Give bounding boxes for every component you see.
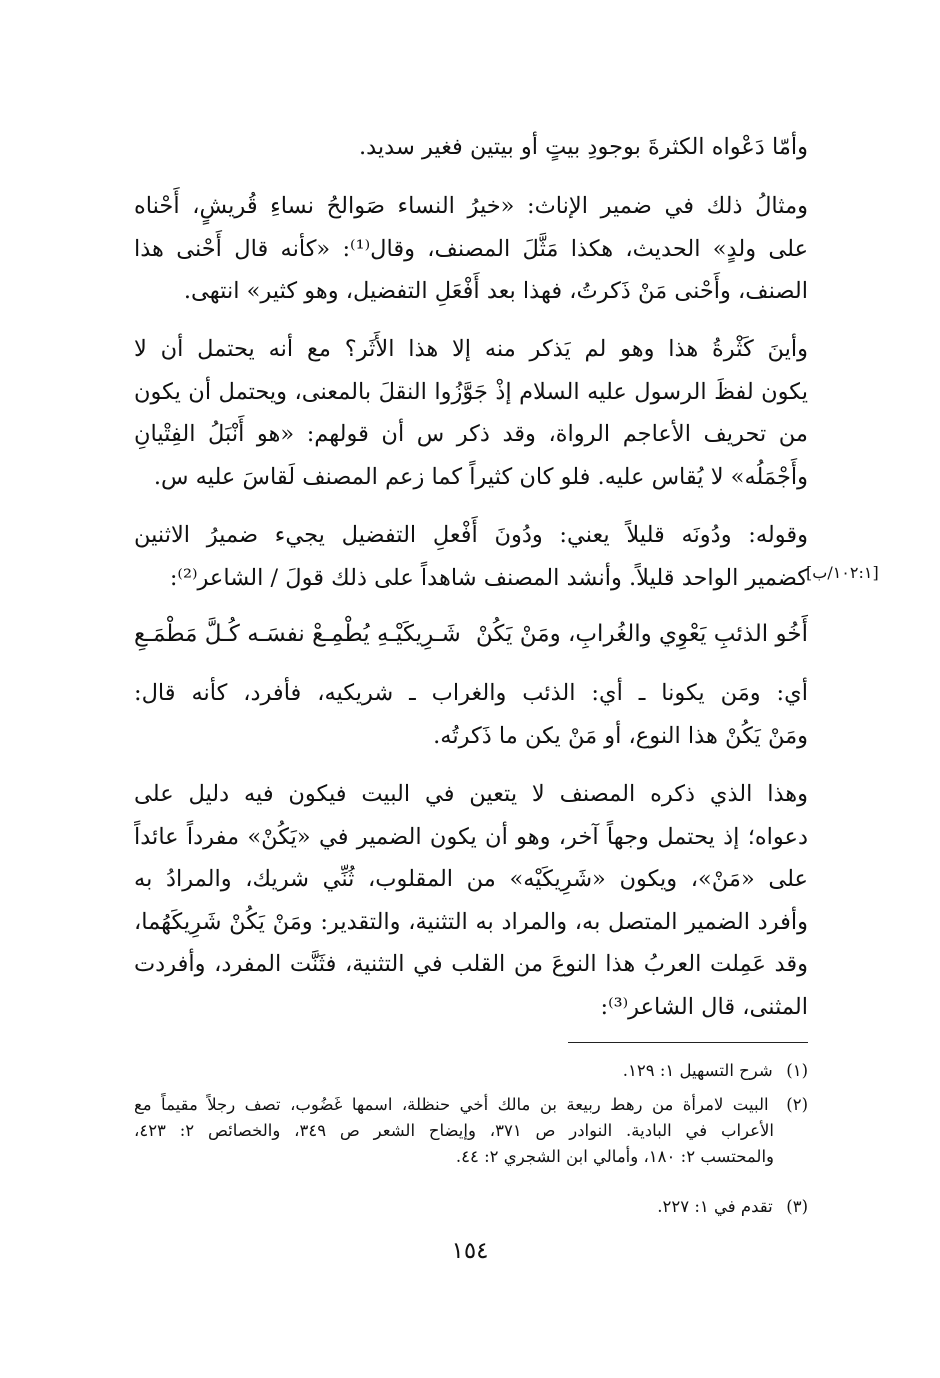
text-line: أي: ومَن يكونا ـ أي: الذئب والغراب ـ شريكيه، فأفرد، كأنه قال: (134, 680, 808, 706)
poetry-verse (134, 612, 808, 656)
text-line: دعواه؛ إذ يحتمل وجهاً آخر، وهو أن يكون الضمير في «يَكُنْ» مفرداً عائداً (134, 823, 808, 850)
verse-explanation (134, 672, 808, 757)
footnote-text-continued: والمحتسب ٢: ١٨٠، وأمالي ابن الشجري ٢: ٤٤. (455, 1147, 774, 1166)
footnote-text: تقدم في ١: ٢٢٧. (657, 1197, 773, 1216)
footnote-number: (٣) (786, 1197, 808, 1216)
footnote-1 (134, 1058, 808, 1084)
text-line: وأينَ كَثْرةُ هذا وهو لم يَذكر منه إلا هذا الأَثَر؟ مع أنه يحتمل أن لا (134, 336, 808, 362)
verse-second-hemistich: شَـرِيكَيْـهِ يُطْمِـعْ نفسَـه كُـلَّ مَطْمَـعِ (134, 621, 461, 647)
text-line: على ولدٍ» الحديث، هكذا مَثَّلَ المصنف، وقال⁽¹⁾: «كأنه قال أَحْنى هذا (134, 235, 808, 262)
footnote-text-continued: الأعراب في البادية. النوادر ص ٣٧١، وإيضاح الشعر ص ٣٤٩، والخصائص ٢: ٤٢٣، (134, 1121, 775, 1140)
footnote-3 (134, 1194, 808, 1220)
paragraph-2 (134, 185, 808, 313)
text-line: يكون لفظَ الرسول عليه السلام إذْ جَوَّزُوا النقلَ بالمعنى، ويحتمل أن يكون (134, 378, 808, 405)
footnote-text: شرح التسهيل ١: ١٢٩. (622, 1061, 773, 1080)
paragraph-1 (134, 126, 808, 169)
text-line: وأفرد الضمير المتصل به، والمراد به التثنية، والتقدير: ومَنْ يَكُنْ شَرِيكَهُما، (134, 908, 808, 935)
footnote-separator (568, 1042, 808, 1043)
text-line: وأَجْمَلُه» لا يُقاس عليه. فلو كان كثيراً كما زعم المصنف لَقاسَ عليه س. (153, 463, 808, 490)
text-line: وهذا الذي ذكره المصنف لا يتعين في البيت فيكون فيه دليل على (134, 781, 808, 807)
paragraph-4 (134, 514, 808, 599)
footnote-text: البيت لامرأة من رهط ربيعة بن مالك أخي حنظلة، اسمها غَضُوب، تصف رجلاً مقيماً مع (134, 1095, 769, 1114)
text-line: المثنى، قال الشاعر⁽³⁾: (600, 993, 808, 1020)
footnote-2 (134, 1092, 808, 1170)
text-line: ومثالُ ذلك في ضمير الإناث: «خيرُ النساء صَوالحُ نساءِ قُريشٍ، أَحْناه (134, 193, 808, 219)
text-line: وقد عَمِلت العربُ هذا النوعَ من القلب في التثنية، فثَنَّت المفرد، وأفردت (134, 951, 808, 977)
text-line: من تحريف الأعاجم الرواة، وقد ذكر س أن قولهم: «هو أَنْبَلُ الفِتْيانِ (134, 421, 808, 447)
verse-first-hemistich: أَخُو الذئبِ يَعْوِي والغُرابِ، ومَنْ يَكُنْ (475, 621, 808, 647)
text-line: الصنف، وأَحْنى مَنْ ذَكرتُ، فهذا بعد أَفْعَلِ التفضيل، وهو كثير» انتهى. (183, 278, 808, 304)
paragraph-final (134, 773, 808, 1028)
manuscript-folio-reference: [١٠٢:١/ب] (806, 563, 879, 582)
text-line: كضمير الواحد قليلاً. وأنشد المصنف شاهداً على ذلك قولَ / الشاعر⁽²⁾: (169, 564, 808, 591)
text-line: وأمّا دَعْواه الكثرةَ بوجودِ بيتٍ أو بيتين فغير سديد. (358, 134, 808, 160)
footnote-number: (١) (786, 1061, 808, 1080)
text-line: وقوله: ودُونَه قليلاً يعني: ودُونَ أَفْعلِ التفضيل يجيء ضميرُ الاثنين (134, 522, 808, 548)
footnote-number: (٢) (786, 1095, 808, 1114)
paragraph-3 (134, 328, 808, 498)
page-number: ١٥٤ (451, 1238, 489, 1264)
text-line: ومَنْ يَكُنْ هذا النوع، أو مَنْ يكن ما ذَكرتُه. (433, 722, 808, 749)
text-line: على «مَنْ»، ويكون «شَرِيكَيْه» من المقلوب، ثُنِّي شريك، والمرادُ به (134, 866, 808, 892)
